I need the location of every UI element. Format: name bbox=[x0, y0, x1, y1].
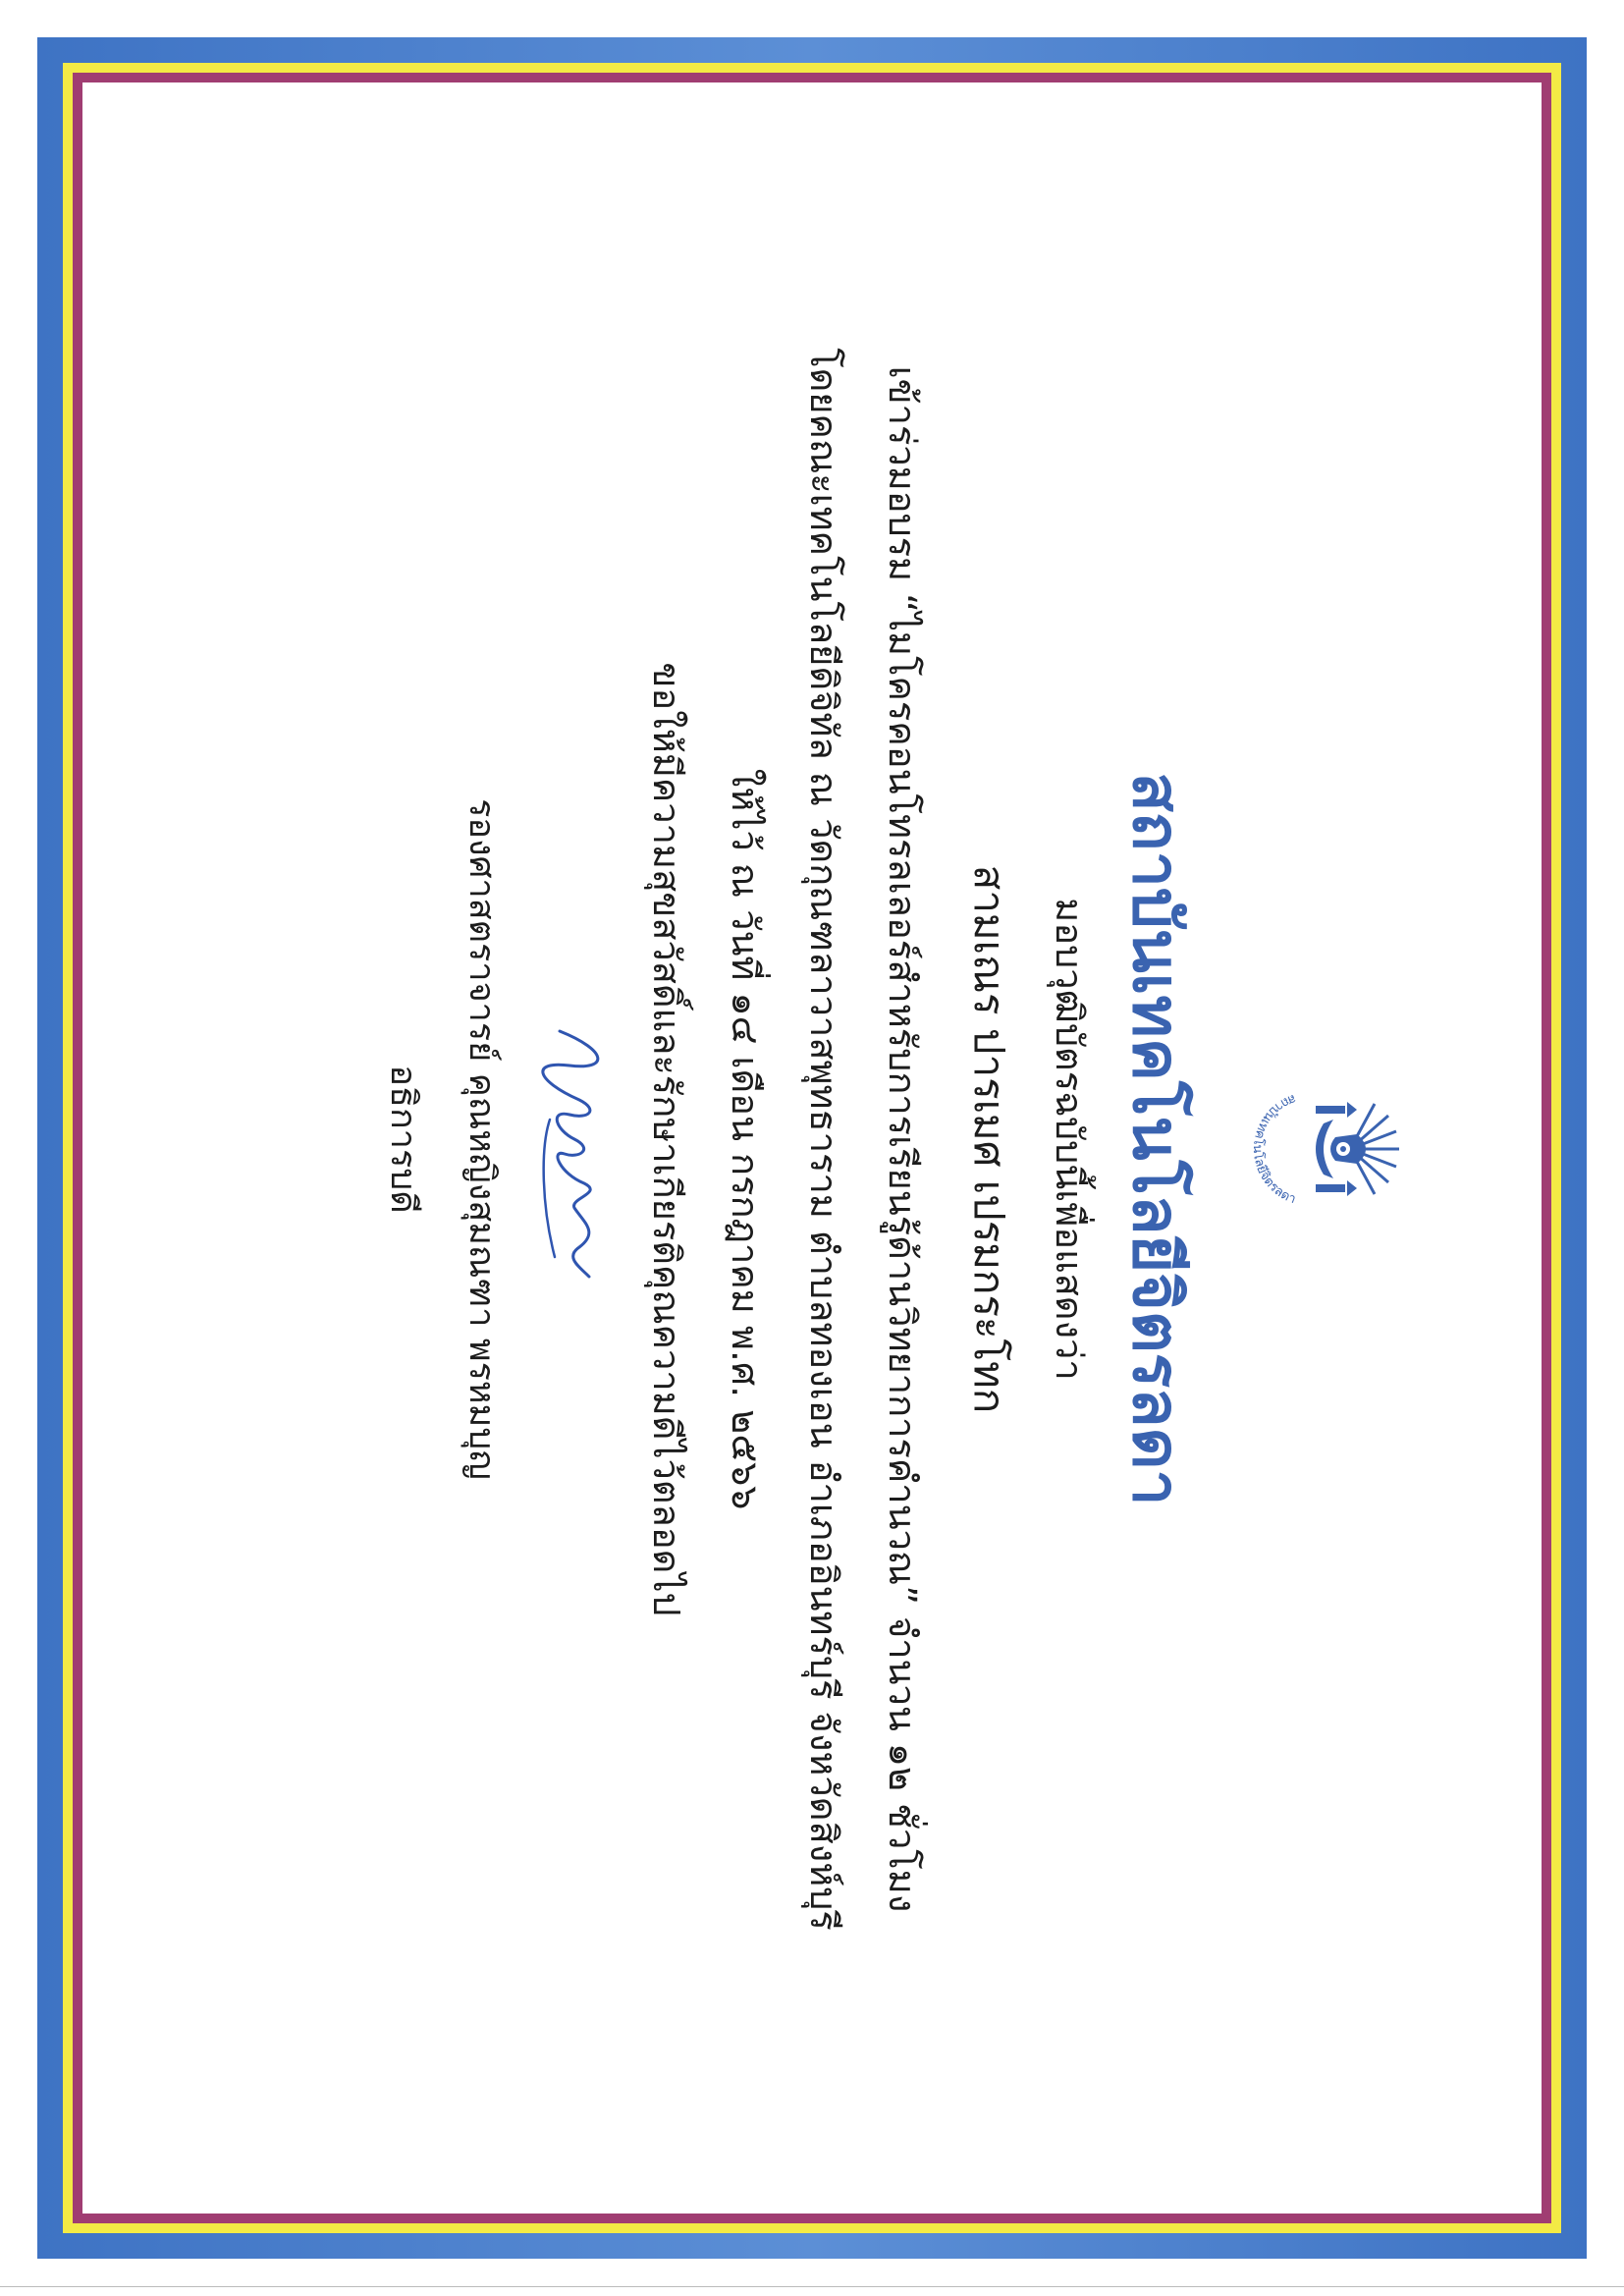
institution-logo bbox=[1237, 1080, 1404, 1218]
handwritten-signature bbox=[520, 1011, 628, 1286]
svg-text:สถาบันเทคโนโลยีจิตรลดา: สถาบันเทคโนโลยีจิตรลดา bbox=[1249, 1090, 1298, 1208]
certificate-subtitle: มอบวุฒิบัตรฉบับนี้เพื่อแสดงว่า bbox=[1048, 898, 1091, 1381]
certificate-blessing-line: ขอให้มีความสุขสวัสดิ์และรักษาเกียรติคุณความดีไว้ตลอดไป bbox=[645, 662, 688, 1616]
signatory-position: อธิการบดี bbox=[383, 1065, 423, 1214]
signatory-name: รองศาสตราจารย์ คุณหญิงสุมณฑา พรหมบุญ bbox=[461, 798, 502, 1480]
certificate-body-line-2: โดยคณะเทคโนโลยีดิจิทัล ณ วัดกุณฑลาวาสพุทธาราม ตำบลทองเอน อำเภออินทร์บุรี จังหวัดสิงห์บุรี bbox=[802, 348, 845, 1931]
recipient-name: สามเณร ปารเมศ เปรมกระโทก bbox=[965, 864, 1013, 1414]
certificate-date-line: ให้ไว้ ณ วันที่ ๑๔ เดือน กรกฎาคม พ.ศ. ๒๕๖๖ bbox=[724, 768, 767, 1510]
scan-edge-line bbox=[0, 2286, 1624, 2287]
chitralada-emblem-icon bbox=[1237, 1080, 1404, 1218]
certificate-body-line-1: เข้าร่วมอบรม “ไมโครคอนโทรลเลอร์สำหรับการเรียนรู้ด้านวิทยาการคำนวณ” จำนวน ๑๒ ชั่วโมง bbox=[881, 365, 924, 1913]
institution-title: สถาบันเทคโนโลยีจิตรลดา bbox=[1118, 772, 1194, 1506]
certificate-content bbox=[128, 147, 1492, 2131]
